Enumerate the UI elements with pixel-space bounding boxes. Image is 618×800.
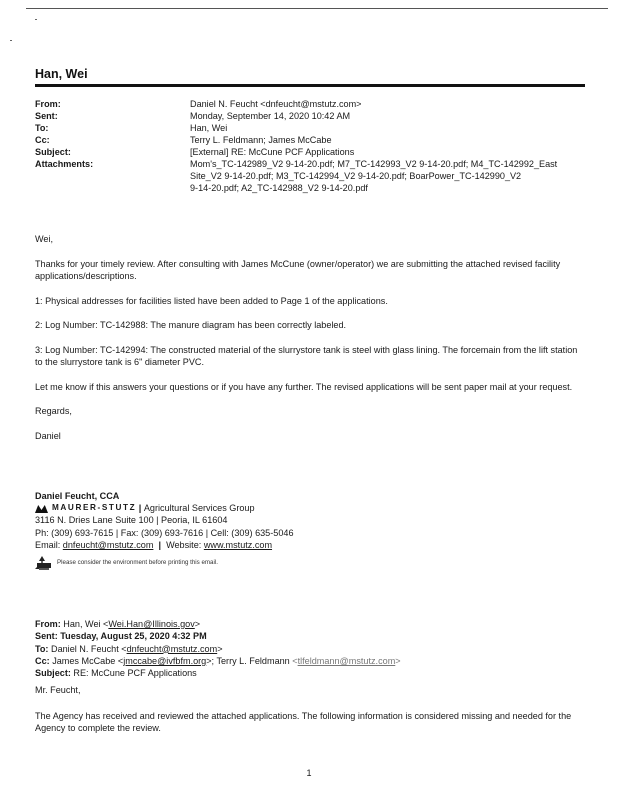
forwarded-to-label: To: [35, 643, 49, 654]
body-paragraph: 1: Physical addresses for facilities listed have been added to Page 1 of the applications. [35, 295, 388, 306]
sent-value: Monday, September 14, 2020 10:42 AM [190, 111, 351, 121]
attachments-line: Site_V2 9-14-20.pdf; M3_TC-142994_V2 9-14-20.pdf; BoarPower_TC-142990_V2 [190, 171, 522, 181]
top-rule [26, 8, 608, 9]
forwarded-from-label: From: [35, 619, 61, 629]
company-separator: | [138, 503, 142, 514]
signature-website-link[interactable]: www.mstutz.com [203, 539, 273, 550]
company-group: Agricultural Services Group [143, 503, 255, 514]
header-row-sent [35, 110, 595, 122]
attachments-line: Mom's_TC-142989_V2 9-14-20.pdf; M7_TC-142993_V2 9-14-20.pdf; M4_TC-142992_East [190, 159, 558, 169]
signature-block [35, 490, 455, 570]
scan-speck [10, 40, 12, 41]
reply-body [35, 684, 587, 748]
from-label: From: [35, 99, 61, 109]
company-name: MAURER-STUTZ [52, 503, 137, 513]
header-row-from [35, 98, 595, 110]
contact-separator: | [158, 539, 162, 550]
forwarded-cc-email2[interactable]: tlfeldmann@mstutz.com [297, 655, 396, 666]
subject-label: Subject: [35, 147, 71, 157]
forwarded-to-email[interactable]: dnfeucht@mstutz.com [126, 643, 218, 654]
forwarded-to: To: Daniel N. Feucht <dnfeucht@mstutz.com> [35, 643, 223, 654]
forwarded-from-email[interactable]: Wei.Han@Illinois.gov [108, 619, 195, 629]
header-rule [35, 84, 585, 87]
header-row-to [35, 122, 595, 134]
forwarded-to-name: Daniel N. Feucht [51, 643, 119, 654]
signature-name: Daniel Feucht, CCA [35, 491, 120, 501]
email-body [35, 233, 587, 454]
attachments-label: Attachments: [35, 159, 94, 169]
reply-paragraph: The Agency has received and reviewed the attached applications. The following information is considered missing and needed for the Agency to complete the review. [35, 710, 572, 733]
body-closing: Regards, [35, 406, 72, 416]
company-line [35, 502, 455, 514]
subject-value: [External] RE: McCune PCF Applications [190, 147, 355, 157]
signature-address: 3116 N. Dries Lane Suite 100 | Peoria, IL 61604 [35, 515, 228, 526]
website-label: Website: [166, 539, 202, 550]
forwarded-from: From: Han, Wei <Wei.Han@Illinois.gov> [35, 619, 201, 629]
body-paragraph: Thanks for your timely review. After consulting with James McCune (owner/operator) we are submitting the attached revised facility applications/descriptions. [35, 258, 561, 281]
reply-greeting: Mr. Feucht, [35, 685, 81, 695]
attachments-value [190, 158, 590, 194]
sheet-name: Han, Wei [35, 67, 88, 81]
cc-value: Terry L. Feldmann; James McCabe [190, 135, 332, 145]
page-number: 1 [306, 768, 312, 778]
to-value: Han, Wei [190, 123, 228, 133]
forwarded-cc-label: Cc: [35, 655, 50, 666]
signature-phones: Ph: (309) 693-7615 | Fax: (309) 693-7616 | Cell: (309) 635-5046 [35, 527, 294, 538]
forwarded-cc-name2: Terry L. Feldmann [216, 655, 290, 666]
body-signoff: Daniel [35, 430, 61, 441]
forwarded-cc: Cc: James McCabe <jmccabe@ivfbfm.org>; Terry L. Feldmann <tlfeldmann@mstutz.com> [35, 655, 401, 666]
header-row-cc [35, 134, 595, 146]
forwarded-sent [35, 630, 595, 642]
eco-note-text: Please consider the environment before printing this email. [57, 558, 218, 566]
attachments-line: 9-14-20.pdf; A2_TC-142988_V2 9-14-20.pdf [190, 183, 368, 193]
body-paragraph: Let me know if this answers your questions or if you have any further. The revised applications will be sent paper mail at your request. [35, 381, 573, 392]
forwarded-subject [35, 667, 595, 679]
body-paragraph: 2: Log Number: TC-142988: The manure diagram has been correctly labeled. [35, 320, 347, 330]
header-row-attachments [35, 158, 595, 194]
body-paragraph: 3: Log Number: TC-142994: The constructed material of the slurrystore tank is steel with glass lining. The forcemain from the lift station to the slurrystore tank is 6" diameter PVC. [35, 344, 578, 367]
signature-email-link[interactable]: dnfeucht@mstutz.com [62, 539, 154, 550]
signature-contact [35, 539, 455, 551]
eco-note [35, 556, 455, 570]
forwarded-sent-value: Tuesday, August 25, 2020 4:32 PM [60, 631, 207, 642]
body-greeting: Wei, [35, 234, 54, 244]
forwarded-cc-name1: James McCabe [52, 655, 116, 666]
scan-speck [35, 19, 37, 20]
forwarded-subject-label: Subject: [35, 668, 71, 679]
cc-label: Cc: [35, 135, 50, 145]
to-label: To: [35, 123, 49, 133]
header-row-subject [35, 146, 595, 158]
email-label: Email: [35, 539, 61, 550]
forwarded-header [35, 618, 595, 679]
printer-tree-icon [35, 556, 55, 570]
company-logo-icon [35, 504, 48, 513]
sent-label: Sent: [35, 111, 58, 121]
email-header [35, 98, 595, 194]
forwarded-cc-email1[interactable]: jmccabe@ivfbfm.org [123, 655, 207, 666]
forwarded-subject-value: RE: McCune PCF Applications [73, 668, 197, 679]
forwarded-from-name: Han, Wei [63, 619, 101, 629]
from-value: Daniel N. Feucht <dnfeucht@mstutz.com> [190, 99, 362, 109]
forwarded-sent-label: Sent: [35, 631, 58, 642]
